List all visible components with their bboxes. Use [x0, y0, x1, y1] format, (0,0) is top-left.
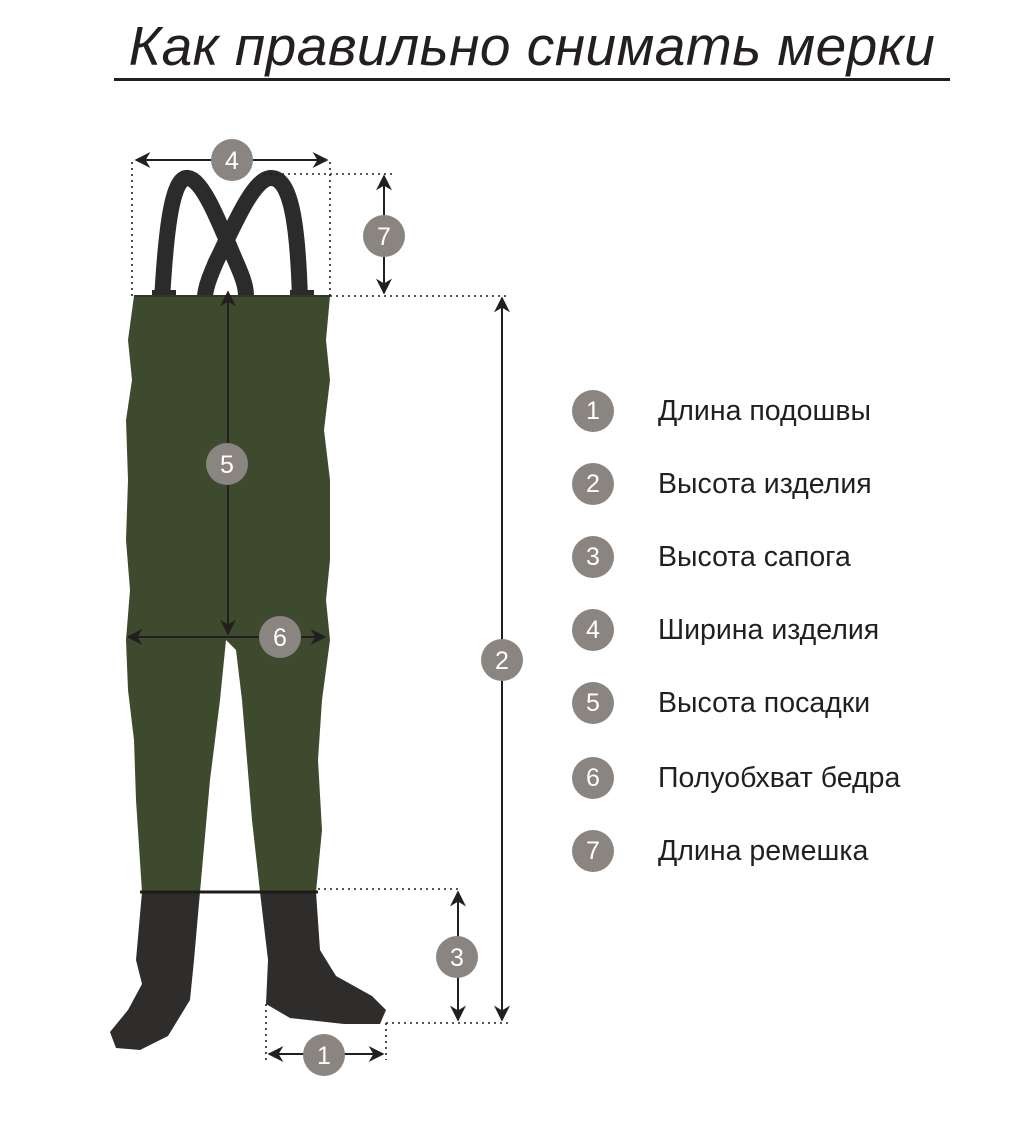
legend-item-7: [572, 828, 869, 874]
legend-number-badge: 5: [572, 682, 614, 724]
legend-item-6: [572, 755, 901, 801]
diagram-marker-5: [206, 443, 248, 485]
svg-text:6: 6: [273, 624, 287, 652]
legend-number-badge: 6: [572, 757, 614, 799]
legend-label: Полуобхват бедра: [658, 761, 901, 794]
diagram-marker-2: [481, 639, 523, 681]
diagram-marker-3: [436, 936, 478, 978]
legend-label: Высота посадки: [658, 686, 871, 719]
diagram-marker-1: [303, 1034, 345, 1076]
legend-item-3: [572, 534, 851, 580]
legend-label: Длина ремешка: [658, 834, 869, 867]
legend-label: Длина подошвы: [658, 394, 871, 427]
legend-label: Высота изделия: [658, 467, 872, 500]
legend-item-4: [572, 607, 880, 653]
diagram-marker-4: [211, 139, 253, 181]
suspender-straps: [162, 178, 300, 300]
legend-number-badge: 7: [572, 830, 614, 872]
diagram-marker-7: [363, 215, 405, 257]
right-boot: [260, 892, 386, 1024]
svg-text:7: 7: [377, 223, 391, 251]
svg-text:3: 3: [450, 944, 464, 972]
svg-text:5: 5: [220, 451, 234, 479]
legend-number-badge: 4: [572, 609, 614, 651]
page-title: Как правильно снимать мерки: [128, 15, 936, 77]
legend-item-1: [572, 388, 871, 434]
legend-number-badge: 2: [572, 463, 614, 505]
legend-item-5: [572, 680, 871, 726]
left-boot: [110, 892, 200, 1050]
legend-number-badge: 1: [572, 390, 614, 432]
svg-text:4: 4: [225, 147, 239, 175]
legend-label: Ширина изделия: [658, 613, 880, 646]
legend-label: Высота сапога: [658, 540, 851, 573]
svg-text:2: 2: [495, 647, 509, 675]
diagram-marker-6: [259, 616, 301, 658]
legend-number-badge: 3: [572, 536, 614, 578]
legend-item-2: [572, 461, 872, 507]
svg-text:1: 1: [317, 1042, 331, 1070]
